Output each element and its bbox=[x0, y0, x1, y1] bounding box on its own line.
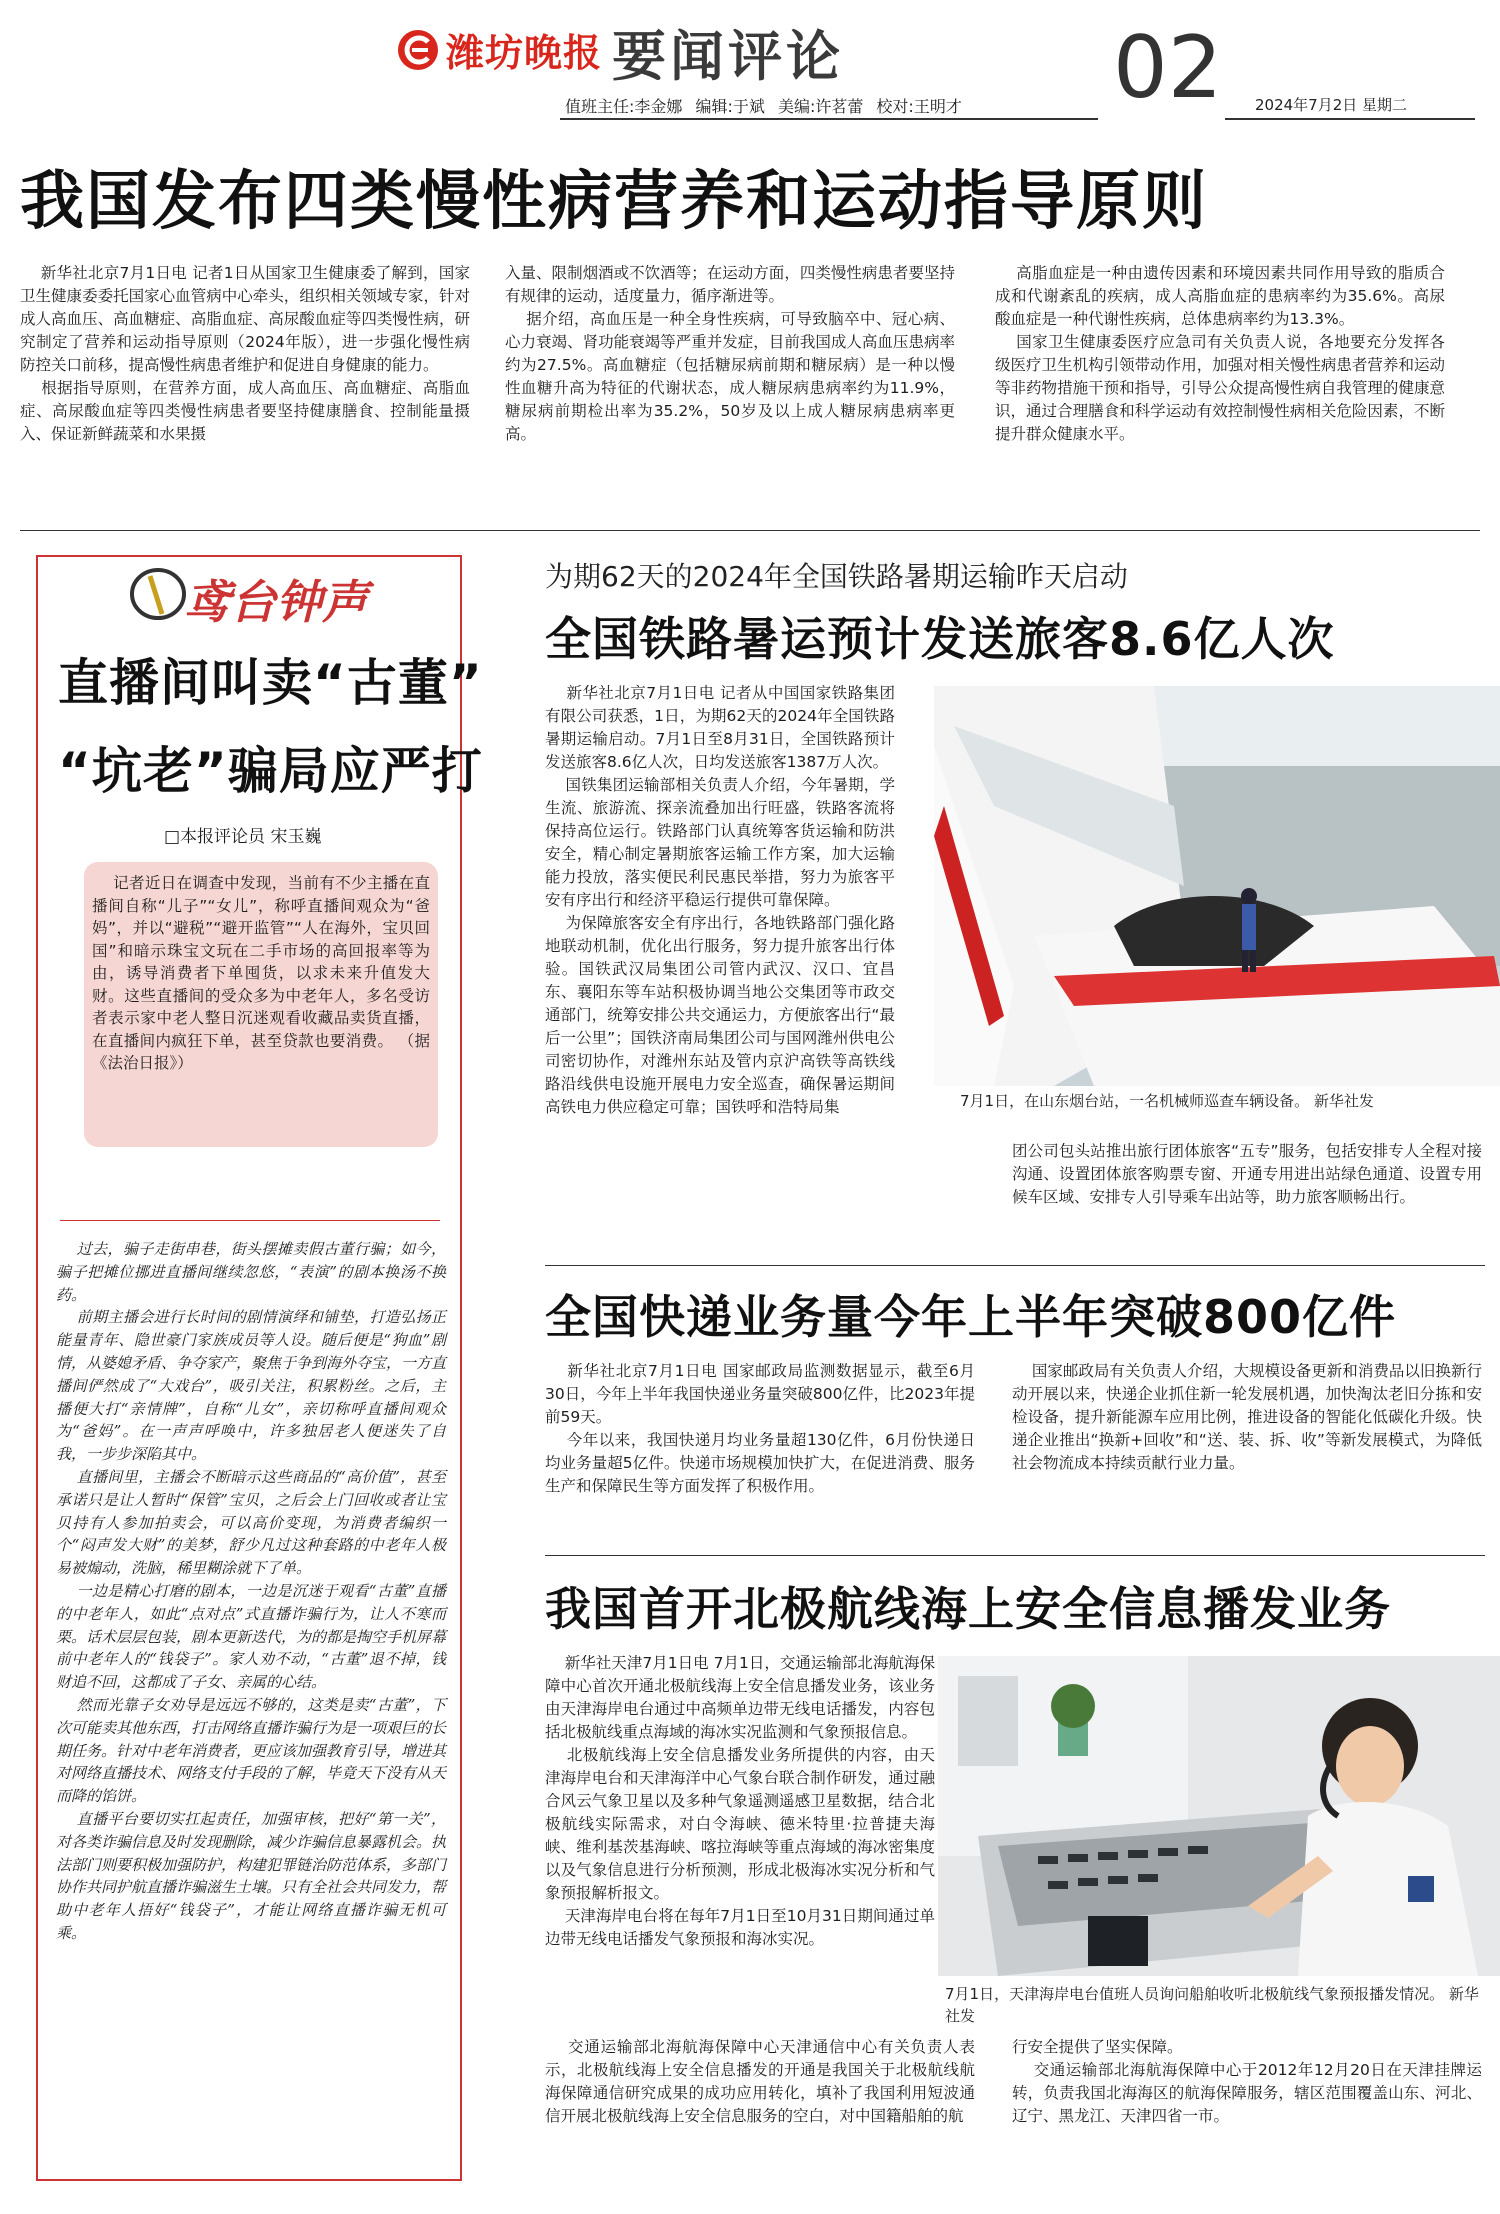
article2-column-2: 团公司包头站推出旅行团体旅客“五专”服务，包括安排专人全程对接沟通、设置团体旅客购票专窗、开通专用进出站绿色通道、设置专用候车区域、安排专人引导乘车出站等，助力旅客顺畅出行。 bbox=[1012, 1142, 1482, 1206]
article3-headline: 全国快递业务量今年上半年突破800亿件 bbox=[545, 1290, 1397, 1344]
article1-column-1: 新华社北京7月1日电 记者1日从国家卫生健康委了解到，国家卫生健康委委托国家心血管病中心牵头，组织相关领域专家，针对成人高血压、高血糖症、高脂血症、高尿酸血症等四类慢性病，研究制定了营养和运动指导原则（2024年版），进一步强化慢性病防控关口前移，提高慢性病患者维护和促进自身健康的能力。 根据指导原则，在营养方面，成人高血压、高血糖症、高脂血症、高尿酸血症等四类慢性病患者要坚持健康膳食、控制能量摄入、保证新鲜蔬菜和水果摄 bbox=[20, 264, 470, 443]
article2-photo-caption: 7月1日，在山东烟台站，一名机械师巡查车辆设备。 新华社发 bbox=[960, 1092, 1374, 1110]
article4-headline: 我国首开北极航线海上安全信息播发业务 bbox=[545, 1582, 1391, 1636]
page-number: 02 bbox=[1113, 18, 1223, 118]
commentary-body: 过去，骗子走街串巷，街头摆摊卖假古董行骗；如今，骗子把摊位挪进直播间继续忽悠，“表演”的剧本换汤不换药。 前期主播会进行长时间的剧情演绎和铺垫，打造弘扬正能量青年、隐世豪门家族成员等人设。随后便是“狗血”剧情，从婆媳矛盾、争夺家产，聚焦于争到海外夺宝，一方直播间俨然成了“大戏台”，吸引关注，积累粉丝。之后，主播便大打“亲情牌”，自称“儿女”，亲切称呼直播间观众为“爸妈”。在一声声呼唤中，许多独居老人便迷失了自我，一步步深陷其中。 直播间里，主播会不断暗示这些商品的“高价值”，甚至承诺只是让人暂时“保管”宝贝，之后会上门回收或者让宝贝持有人参加拍卖会，可以高价变现，为消费者编织一个“闷声发大财”的美梦，舒少凡过这种套路的中老年人极易被煽动，洗脑，稀里糊涂就下了单。 一边是精心打磨的剧本，一边是沉迷于观看“古董”直播的中老年人，如此“点对点”式直播诈骗行为，让人不寒而栗。话术层层包装，剧本更新迭代，为的都是掏空手机屏幕前中老年人的“钱袋子”。家人劝不动，“古董”退不掉，钱财追不回，这都成了子女、亲属的心结。 然而光靠子女劝导是远远不够的，这类是卖“古董”，下次可能卖其他东西，打击网络直播诈骗行为是一项艰巨的长期任务。针对中老年消费者，更应该加强教育引导，增进其对网络直播技术、网络支付手段的了解，毕竟天下没有从天而降的馅饼。 直播平台要切实扛起责任，加强审核，把好“第一关”，对各类诈骗信息及时发现删除，减少诈骗信息暴露机会。执法部门则要积极加强防护，构建犯罪链治防范体系，多部门协作共同护航直播诈骗滋生土壤。只有全社会共同发力，帮助中老年人捂好“钱袋子”，才能让网络直播诈骗无机可乘。 bbox=[56, 1240, 447, 1942]
masthead-rule bbox=[560, 118, 1098, 120]
bell-icon bbox=[128, 566, 188, 622]
section-divider-3 bbox=[545, 1555, 1485, 1556]
article1-column-3: 高脂血症是一种由遗传因素和环境因素共同作用导致的脂质合成和代谢紊乱的疾病，成人高脂血症的患病率约为35.6%。高尿酸血症是一种代谢性疾病，总体患病率约为13.3%。 国家卫生健康委医疗应急司有关负责人说，各地要充分发挥各级医疗卫生机构引领带动作用，加强对相关慢性病患者营养和运动等非药物措施干预和指导，引导公众提高慢性病自我管理的健康意识，通过合理膳食和科学运动有效控制慢性病相关危险因素，不断提升群众健康水平。 bbox=[995, 264, 1445, 443]
section-divider-2 bbox=[545, 1265, 1485, 1266]
train-station-photo bbox=[934, 686, 1500, 1086]
staff-credits: 值班主任:李金娜 编辑:于斌 美编:许茗蕾 校对:王明才 bbox=[565, 97, 962, 116]
masthead bbox=[0, 0, 1500, 130]
newspaper-logo-icon bbox=[398, 30, 438, 70]
commentary-headline-line1: 直播间叫卖“古董” bbox=[58, 654, 483, 712]
article4-photo-caption: 7月1日，天津海岸电台值班人员询问船舶收听北极航线气象预报播发情况。 新华社发 bbox=[945, 1985, 1479, 2025]
newspaper-name: 潍坊晚报 bbox=[446, 30, 603, 75]
article2-kicker: 为期62天的2024年全国铁路暑期运输昨天启动 bbox=[545, 560, 1128, 593]
masthead-rule-right bbox=[1225, 118, 1475, 120]
commentary-headline-line2: “坑老”骗局应严打 bbox=[58, 742, 483, 800]
article4-column-1: 新华社天津7月1日电 7月1日，交通运输部北海航海保障中心首次开通北极航线海上安全信息播发业务，该业务由天津海岸电台通过中高频单边带无线电话播发，内容包括北极航线重点海域的海冰实况监测和气象预报信息。 北极航线海上安全信息播发业务所提供的内容，由天津海岸电台和天津海洋中心气象台联合制作研发，通过融合风云气象卫星以及多种气象遥测遥感卫星数据，结合北极航线实际需求，对白令海峡、德米特里·拉普捷夫海峡、维利基茨基海峡、喀拉海峡等重点海域的海冰密集度以及气象信息进行分析预测，形成北极海冰实况分析和气象预报解析报文。 天津海岸电台将在每年7月1日至10月31日期间通过单边带无线电话播发气象预报和海冰实况。 bbox=[545, 1654, 935, 1948]
column-logo bbox=[120, 558, 410, 628]
issue-date: 2024年7月2日 星期二 bbox=[1255, 96, 1408, 114]
article2-column-1: 新华社北京7月1日电 记者从中国国家铁路集团有限公司获悉，1日，为期62天的2024年全国铁路暑期运输启动。7月1日至8月31日，全国铁路预计发送旅客8.6亿人次，日均发送旅客1387万人次。 国铁集团运输部相关负责人介绍，今年暑期，学生流、旅游流、探亲流叠加出行旺盛，铁路客流将保持高位运行。铁路部门认真统筹客货运输和防洪安全，精心制定暑期旅客运输工作方案，加大运输能力投放，落实便民利民惠民举措，努力为旅客平安有序出行和经济平稳运行提供可靠保障。 为保障旅客安全有序出行，各地铁路部门强化路地联动机制，优化出行服务，努力提升旅客出行体验。国铁武汉局集团公司管内武汉、汉口、宜昌东、襄阳东等车站积极协调当地公交集团等市政交通部门，统筹安排公共交通运力，方便旅客出行“最后一公里”；国铁济南局集团公司与国网潍州供电公司密切协作，对潍州东站及管内京沪高铁等高铁线路沿线供电设施开展电力安全巡查，确保暑运期间高铁电力供应稳定可靠；国铁呼和浩特局集 bbox=[545, 684, 895, 1116]
section-divider bbox=[20, 530, 1480, 531]
commentary-divider bbox=[60, 1220, 440, 1221]
article1-column-2: 入量、限制烟酒或不饮酒等；在运动方面，四类慢性病患者要坚持有规律的运动，适度量力，循序渐进等。 据介绍，高血压是一种全身性疾病，可导致脑卒中、冠心病、心力衰竭、肾功能衰竭等严重并发症，目前我国成人高血压患病率约为27.5%。高血糖症（包括糖尿病前期和糖尿病）是一种以慢性血糖升高为特征的代谢状态，成人糖尿病患病率约为11.9%，糖尿病前期检出率为35.2%，50岁及以上成人糖尿病患病率更高。 bbox=[505, 264, 955, 443]
article4-column-2: 交通运输部北海航海保障中心天津通信中心有关负责人表示，北极航线海上安全信息播发的开通是我国关于北极航线航海保障通信研究成果的成功应用转化，填补了我国利用短波通信开展北极航线海上安全信息服务的空白，对中国籍船舶的航 bbox=[545, 2038, 975, 2125]
article1-headline: 我国发布四类慢性病营养和运动指导原则 bbox=[20, 165, 1208, 239]
section-title: 要闻评论 bbox=[612, 24, 844, 88]
article3-column-2: 国家邮政局有关负责人介绍，大规模设备更新和消费品以旧换新行动开展以来，快递企业抓住新一轮发展机遇，加快淘汰老旧分拣和安检设备，提升新能源车应用比例，推进设备的智能化低碳化升级。快递企业推出“换新+回收”和“送、装、拆、收”等新发展模式，为降低社会物流成本持续贡献行业力量。 bbox=[1012, 1362, 1482, 1472]
article3-column-1: 新华社北京7月1日电 国家邮政局监测数据显示，截至6月30日，今年上半年我国快递业务量突破800亿件，比2023年提前59天。 今年以来，我国快递月均业务量超130亿件，6月份快递日均业务量超5亿件。快递市场规模加快扩大，在促进消费、服务生产和保障民生等方面发挥了积极作用。 bbox=[545, 1362, 975, 1495]
column-name: 鸢台钟声 bbox=[184, 575, 368, 629]
radio-operator-photo bbox=[938, 1656, 1500, 1976]
quote-text: 记者近日在调查中发现，当前有不少主播在直播间自称“儿子”“女儿”，称呼直播间观众为“爸妈”，并以“避税”“避开监管”“人在海外，宝贝回国”和暗示珠宝文玩在二手市场的高回报率等为由，诱导消费者下单囤货，以求未来升值发大财。这些直播间的受众多为中老年人，多名受访者表示家中老人整日沉迷观看收藏品卖货直播，在直播间内疯狂下单，甚至贷款也要消费。 （据《法治日报》） bbox=[92, 874, 430, 1072]
commentary-byline: □本报评论员 宋玉巍 bbox=[164, 827, 322, 847]
article2-headline: 全国铁路暑运预计发送旅客8.6亿人次 bbox=[545, 612, 1335, 666]
article4-column-3: 行安全提供了坚实保障。 交通运输部北海航海保障中心于2012年12月20日在天津挂牌运转，负责我国北海海区的航海保障服务，辖区范围覆盖山东、河北、辽宁、黑龙江、天津四省一市。 bbox=[1012, 2038, 1482, 2125]
